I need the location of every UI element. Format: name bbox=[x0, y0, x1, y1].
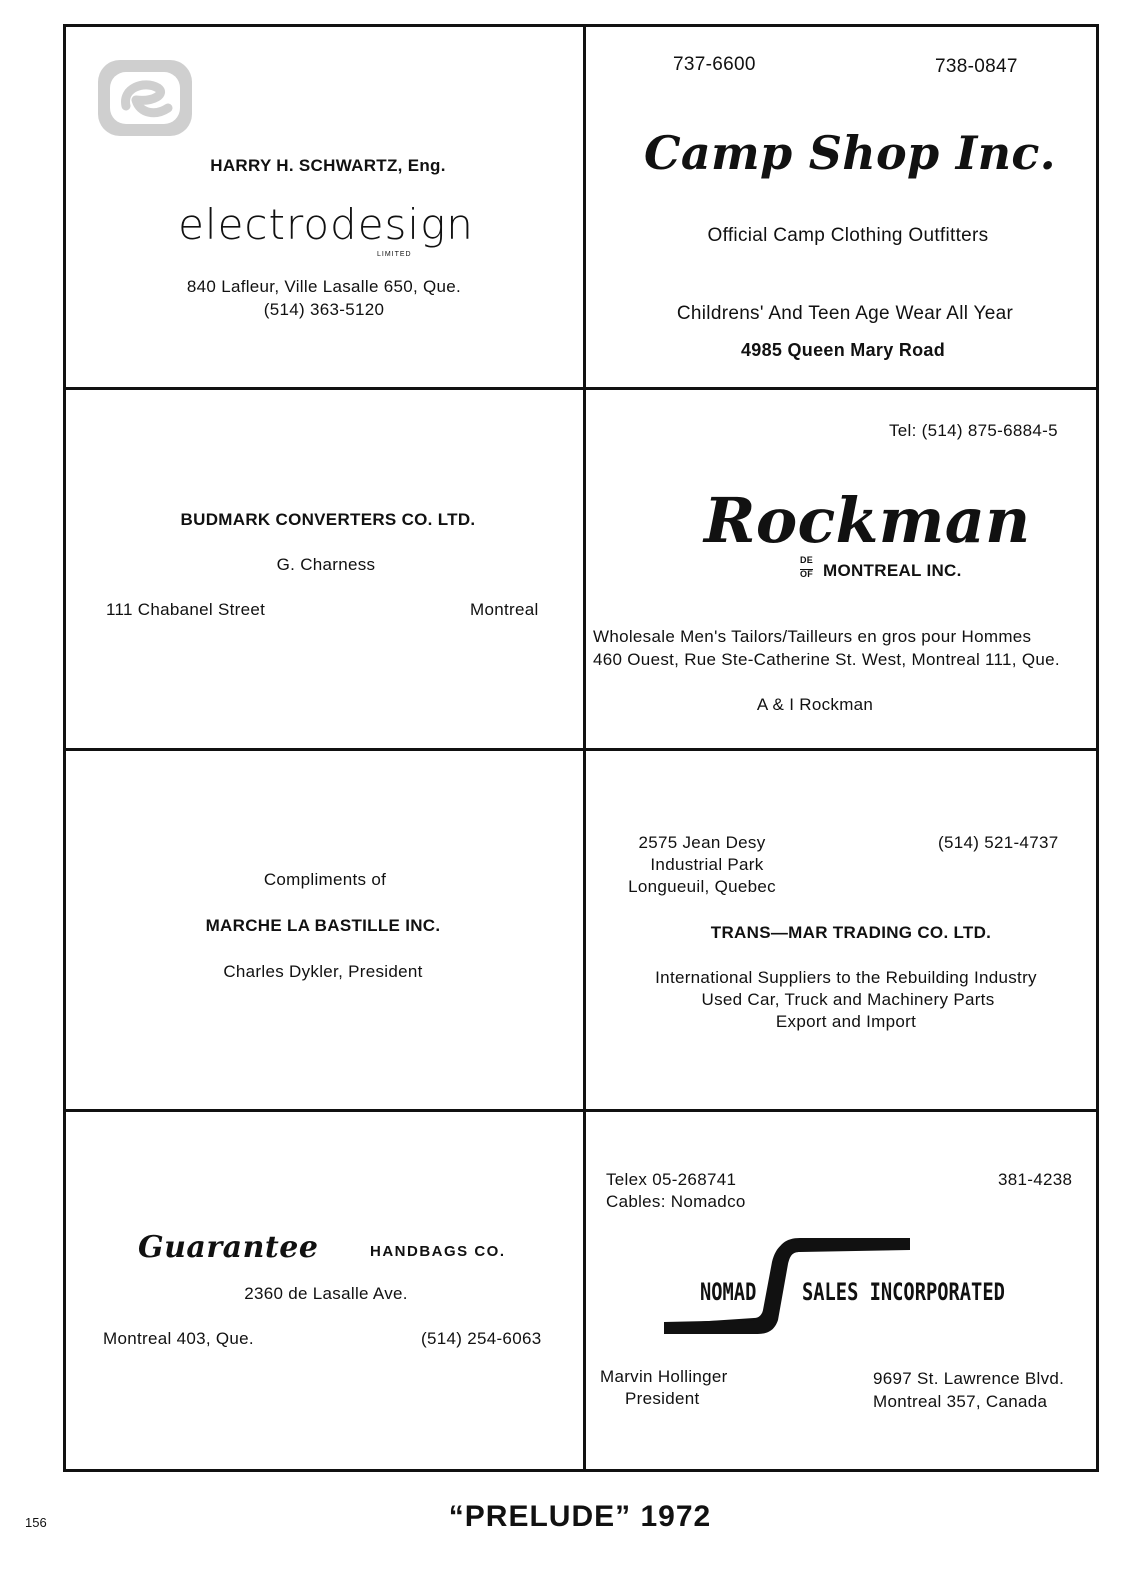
tagline: Official Camp Clothing Outfitters bbox=[707, 225, 989, 246]
company-name: TRANS—MAR TRADING CO. LTD. bbox=[710, 923, 992, 942]
company-name: BUDMARK CONVERTERS CO. LTD. bbox=[180, 510, 476, 529]
address: 840 Lafleur, Ville Lasalle 650, Que. bbox=[186, 277, 462, 296]
person-title: President bbox=[625, 1389, 700, 1408]
page-number: 156 bbox=[25, 1515, 47, 1530]
city: Montreal bbox=[470, 600, 539, 619]
intro-text: Compliments of bbox=[263, 870, 387, 889]
description: Used Car, Truck and Machinery Parts bbox=[701, 990, 995, 1009]
phone: 381-4238 bbox=[998, 1170, 1073, 1189]
brand-sub: HANDBAGS CO. bbox=[370, 1243, 506, 1260]
brand-sub: LIMITED bbox=[377, 251, 412, 258]
phone: (514) 254-6063 bbox=[421, 1329, 542, 1348]
description: Childrens' And Teen Age Wear All Year bbox=[676, 303, 1014, 324]
contact-name: Charles Dykler, President bbox=[223, 962, 423, 981]
company-name: MARCHE LA BASTILLE INC. bbox=[205, 916, 441, 935]
contact-name: G. Charness bbox=[276, 555, 376, 574]
owners: A & I Rockman bbox=[756, 695, 874, 714]
divider-horizontal bbox=[66, 748, 1096, 751]
e-logo-icon bbox=[96, 58, 194, 138]
person-name: Marvin Hollinger bbox=[600, 1367, 728, 1386]
cables: Cables: Nomadco bbox=[606, 1192, 746, 1211]
of-label: OF bbox=[800, 569, 814, 579]
description: International Suppliers to the Rebuilding Industry bbox=[655, 968, 1037, 987]
address-line: Longueuil, Quebec bbox=[628, 877, 776, 896]
divider-horizontal bbox=[66, 1109, 1096, 1112]
address: 4985 Queen Mary Road bbox=[740, 340, 946, 360]
page-title: “PRELUDE” 1972 bbox=[448, 1500, 712, 1533]
description: Export and Import bbox=[775, 1012, 917, 1031]
address-line: 9697 St. Lawrence Blvd. bbox=[873, 1369, 1065, 1388]
street: 111 Chabanel Street bbox=[106, 600, 266, 619]
company-name-right: SALES INCORPORATED bbox=[802, 1278, 1005, 1306]
company-name-left: NOMAD bbox=[700, 1278, 757, 1306]
address: 2360 de Lasalle Ave. bbox=[244, 1284, 408, 1303]
address-line: 2575 Jean Desy bbox=[638, 833, 766, 852]
phone: (514) 521-4737 bbox=[938, 833, 1059, 852]
de-label: DE bbox=[800, 555, 814, 565]
telex: Telex 05-268741 bbox=[606, 1170, 737, 1189]
phone: (514) 363-5120 bbox=[263, 300, 385, 319]
person-name: HARRY H. SCHWARTZ, Eng. bbox=[210, 156, 446, 175]
address-line: Industrial Park bbox=[650, 855, 764, 874]
city: Montreal 403, Que. bbox=[103, 1329, 254, 1348]
company-name: Camp Shop Inc. bbox=[644, 126, 1056, 180]
address: 460 Ouest, Rue Ste-Catherine St. West, Montreal 111, Que. bbox=[593, 650, 1060, 669]
company-name: Rockman bbox=[704, 484, 1031, 557]
brand-name: electrodesign bbox=[178, 200, 474, 249]
divider-horizontal bbox=[66, 387, 1096, 390]
phone: 737-6600 bbox=[673, 54, 756, 75]
brand-name: Guarantee bbox=[138, 1230, 319, 1265]
company-sub: MONTREAL INC. bbox=[823, 561, 962, 580]
phone: Tel: (514) 875-6884-5 bbox=[889, 421, 1058, 440]
address-line: Montreal 357, Canada bbox=[873, 1392, 1048, 1411]
description: Wholesale Men's Tailors/Tailleurs en gros pour Hommes bbox=[593, 627, 1032, 646]
phone: 738-0847 bbox=[935, 56, 1018, 77]
